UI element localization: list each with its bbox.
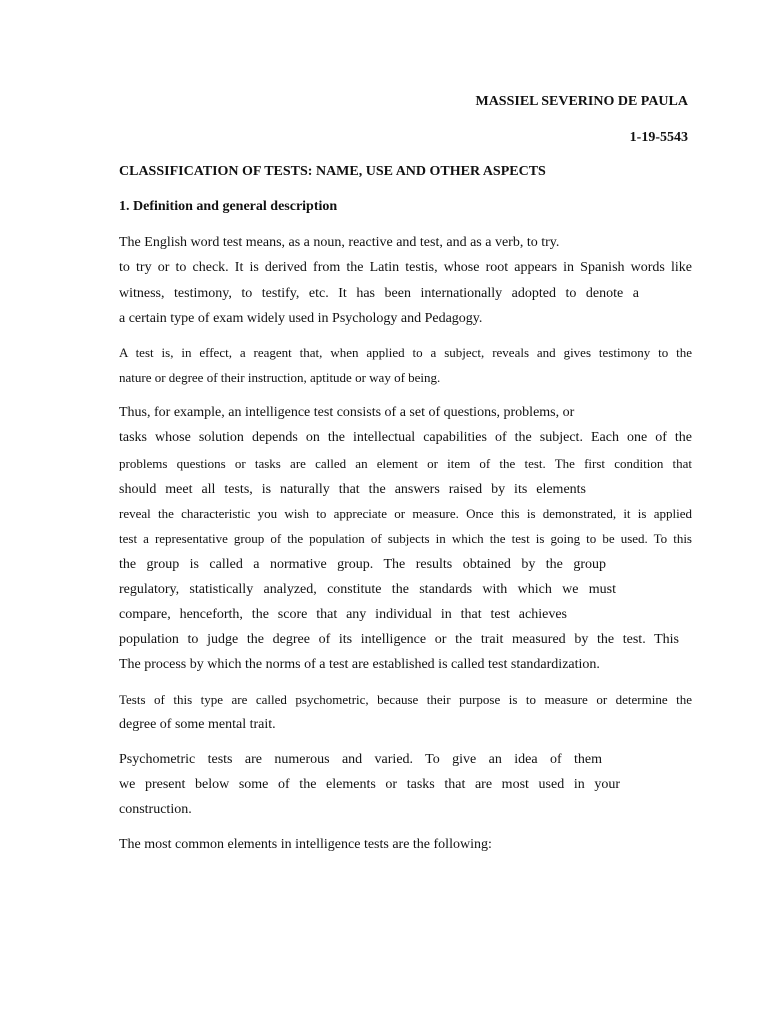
paragraph-5-line-2: we present below some of the elements or tasks that are most used in your [119,777,620,792]
paragraph-1-line-4: a certain type of exam widely used in Psychology and Pedagogy. [119,311,483,326]
author-name: MASSIEL SEVERINO DE PAULA [475,94,688,109]
paragraph-3-line-3: problems questions or tasks are called an element or item of the test. The first condition that [119,456,692,471]
paragraph-4-line-1: Tests of this type are called psychometric, because their purpose is to measure or determine the [119,692,692,707]
paragraph-1-line-1: The English word test means, as a noun, reactive and test, and as a verb, to try. [119,235,560,250]
student-id: 1-19-5543 [629,130,688,145]
paragraph-3-line-4: should meet all tests, is naturally that the answers raised by its elements [119,482,586,497]
paragraph-1-line-2: to try or to check. It is derived from the Latin testis, whose root appears in Spanish words like [119,260,692,275]
paragraph-3-line-5: reveal the characteristic you wish to appreciate or measure. Once this is demonstrated, it is applied [119,506,692,521]
paragraph-2-line-2: nature or degree of their instruction, aptitude or way of being. [119,370,441,385]
paragraph-3-line-1: Thus, for example, an intelligence test consists of a set of questions, problems, or [119,405,575,420]
paragraph-3-line-6: test a representative group of the population of subjects in which the test is going to be used. To this [119,531,692,546]
paragraph-3-line-10: population to judge the degree of its intelligence or the trait measured by the test. This [119,632,679,647]
paragraph-3-line-11: The process by which the norms of a test are established is called test standardization. [119,657,600,672]
document-title: CLASSIFICATION OF TESTS: NAME, USE AND OTHER ASPECTS [119,164,546,179]
paragraph-4-line-2: degree of some mental trait. [119,717,276,732]
paragraph-5-line-1: Psychometric tests are numerous and varied. To give an idea of them [119,752,602,767]
section-heading: 1. Definition and general description [119,199,338,214]
paragraph-5-line-3: construction. [119,802,192,817]
paragraph-3-line-2: tasks whose solution depends on the intellectual capabilities of the subject. Each one of the [119,430,692,445]
paragraph-2-line-1: A test is, in effect, a reagent that, when applied to a subject, reveals and gives testimony to the [119,345,692,360]
paragraph-3-line-9: compare, henceforth, the score that any individual in that test achieves [119,607,567,622]
paragraph-3-line-7: the group is called a normative group. The results obtained by the group [119,557,606,572]
paragraph-1-line-3: witness, testimony, to testify, etc. It has been internationally adopted to denote a [119,286,639,301]
paragraph-6-line-1: The most common elements in intelligence tests are the following: [119,837,492,852]
paragraph-3-line-8: regulatory, statistically analyzed, constitute the standards with which we must [119,582,616,597]
